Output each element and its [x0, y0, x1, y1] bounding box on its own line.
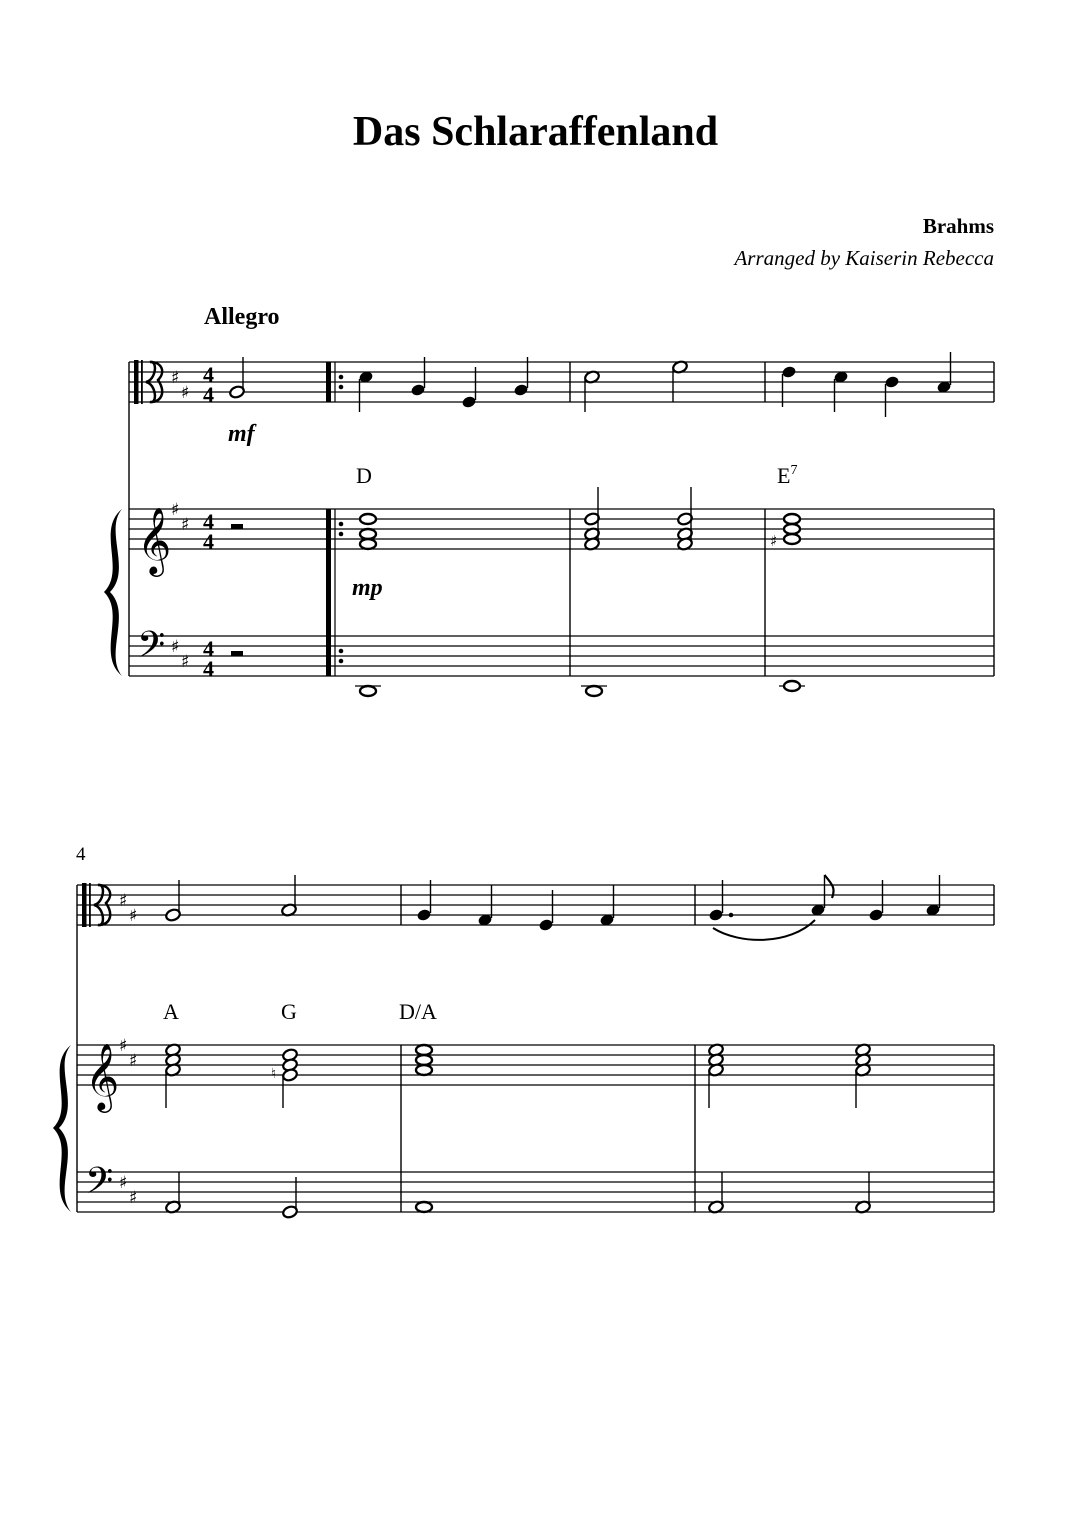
melody-staff-1	[129, 362, 994, 402]
chord-symbol-d-over-a: D/A	[399, 999, 437, 1024]
arranger-credit: Arranged by Kaiserin Rebecca	[734, 246, 994, 270]
sharp-icon: ♯	[129, 1051, 138, 1071]
score-title: Das Schlaraffenland	[352, 109, 719, 155]
sharp-icon: ♯	[171, 637, 180, 657]
svg-text:4: 4	[203, 529, 214, 554]
measure-number: 4	[76, 844, 86, 865]
time-signatures	[203, 362, 214, 681]
piano-bass-staff-1	[129, 636, 994, 676]
chord-symbol-d: D	[356, 463, 372, 488]
sharp-icon: ♯	[119, 891, 128, 911]
slur	[713, 920, 815, 940]
sharp-icon: ♯	[129, 906, 138, 926]
system-1	[104, 304, 994, 696]
svg-text:4: 4	[203, 656, 214, 681]
bass-clef-icon: 𝄢	[85, 1160, 114, 1211]
svg-text:4: 4	[203, 636, 214, 661]
key-signature-sharps	[171, 368, 189, 672]
sharp-icon: ♯	[171, 500, 180, 520]
half-rest-icon	[231, 524, 243, 529]
svg-text:4: 4	[203, 382, 214, 407]
chord-symbol-e7: $E^7$	[777, 463, 798, 488]
bass-clef-icon: 𝄢	[137, 624, 166, 675]
brace-icon	[53, 1045, 71, 1212]
sharp-icon: ♯	[119, 1173, 128, 1193]
sharp-icon: ♯	[119, 1036, 128, 1056]
dynamic-mp: mp	[352, 575, 383, 601]
melody-staff-2	[77, 885, 994, 925]
tempo-marking: Allegro	[204, 304, 280, 330]
alto-clef-icon	[134, 360, 162, 404]
svg-text:4: 4	[203, 362, 214, 387]
chord-symbol-g: G	[281, 999, 297, 1024]
piano-treble-staff-1	[129, 509, 994, 549]
natural-icon: ♮	[271, 1066, 277, 1082]
composer-name: Brahms	[922, 214, 994, 238]
sharp-icon: ♯	[181, 383, 190, 403]
svg-text:4: 4	[203, 509, 214, 534]
key-signature-sharps	[119, 891, 137, 1208]
treble-clef-icon: 𝄞	[85, 1042, 120, 1110]
piano-bass-notes-1	[355, 681, 805, 696]
sharp-icon: ♯	[171, 368, 180, 388]
dynamic-mf: mf	[228, 421, 255, 447]
sharp-icon: ♯	[181, 515, 190, 535]
alto-clef-icon	[82, 883, 110, 927]
treble-clef-icon: 𝄞	[137, 506, 172, 574]
brace-icon	[104, 509, 122, 676]
sharp-icon: ♯	[770, 532, 778, 550]
chord-symbol-a: A	[163, 999, 179, 1024]
sharp-icon: ♯	[129, 1188, 138, 1208]
system-2	[53, 844, 994, 1219]
half-rest-icon	[231, 651, 243, 656]
sharp-icon: ♯	[181, 652, 190, 672]
